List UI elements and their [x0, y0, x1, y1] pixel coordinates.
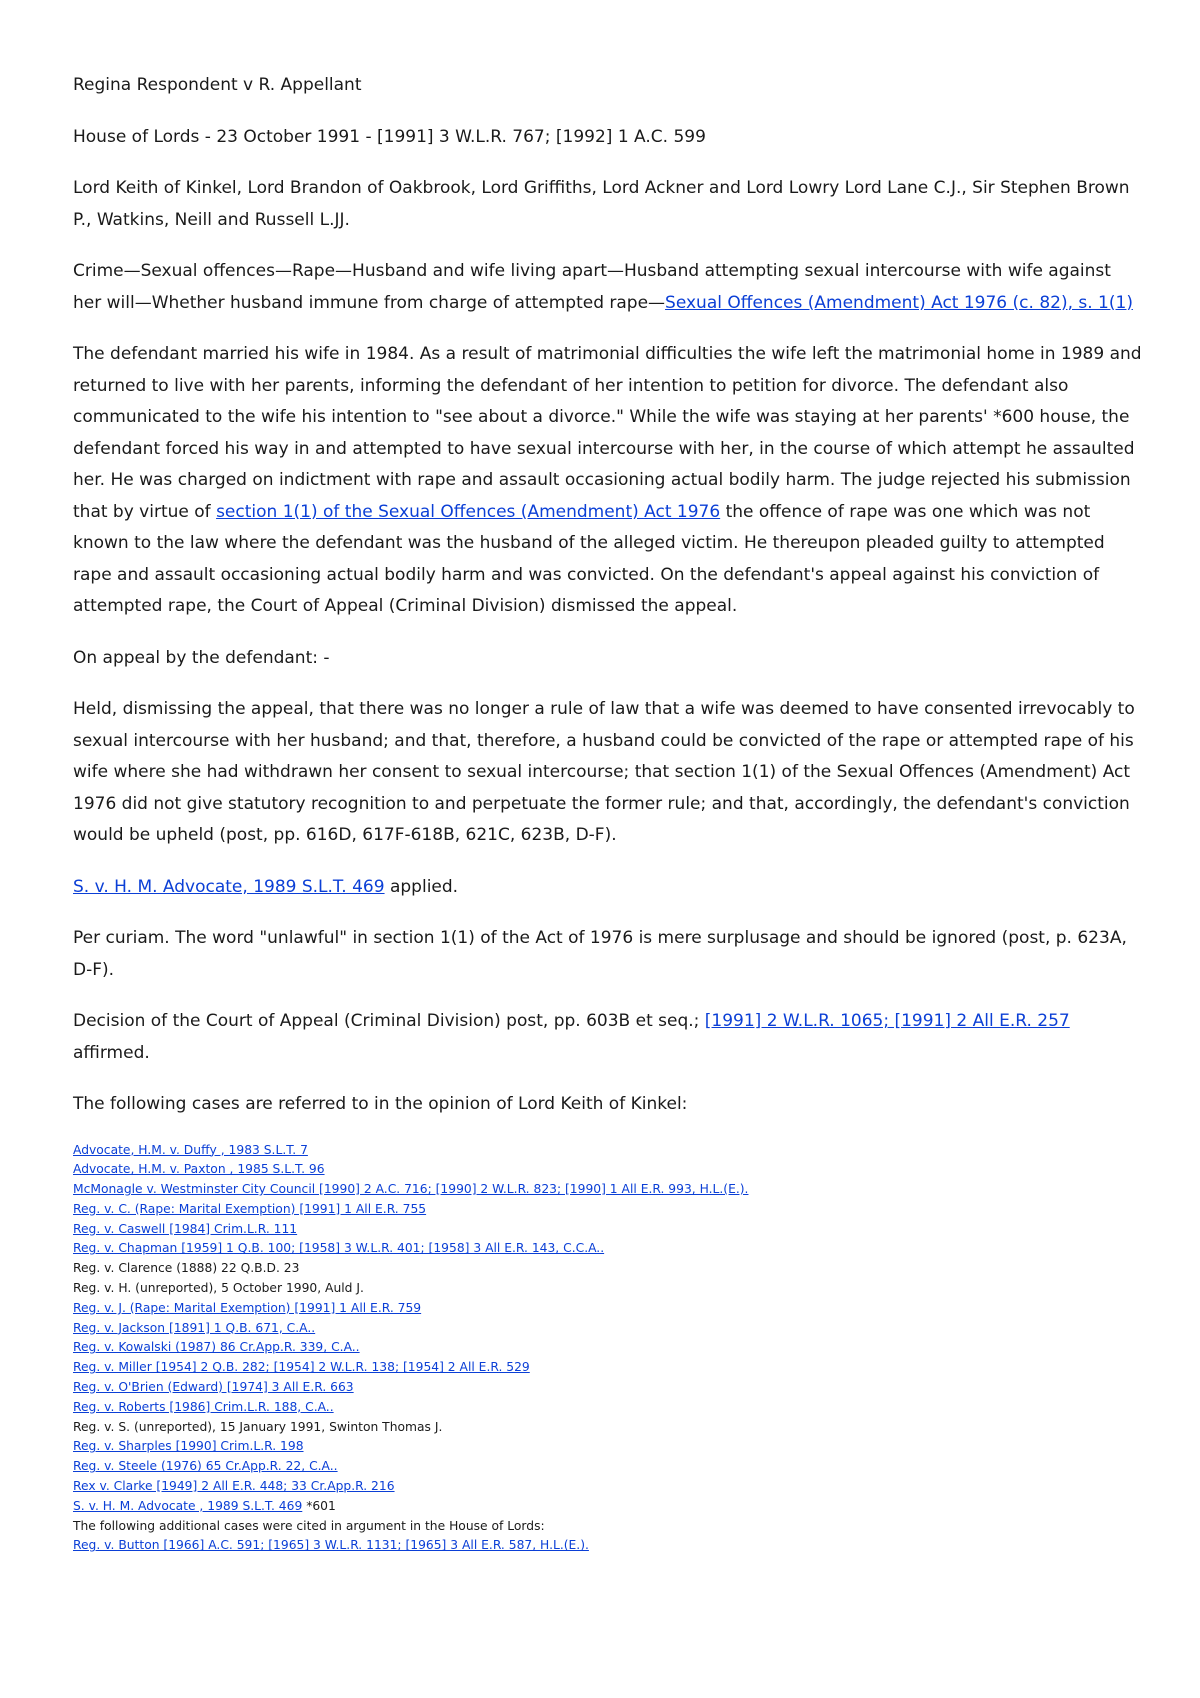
section-link[interactable]: section 1(1) of the Sexual Offences (Amendment) Act 1976: [216, 501, 721, 522]
facts-text-2: the offence of rape was one which was not known to the law where the defendant was the husband of the alleged victim. He thereupon pleaded guilty to attempted rape and assault occasioning actual bodily harm and was convicted. On the defendant's appeal against his conviction of attempted rape, the Court of Appeal (Criminal Division) dismissed the appeal.: [73, 501, 1105, 616]
judges: Lord Keith of Kinkel, Lord Brandon of Oakbrook, Lord Griffiths, Lord Ackner and Lord Lowry Lord Lane C.J., Sir Stephen Brown P., Watkins, Neill and Russell L.JJ.: [73, 178, 1130, 230]
case-item: [73, 1279, 1143, 1299]
case-item[interactable]: [73, 1160, 1143, 1180]
case-link[interactable]: Reg. v. J. (Rape: Marital Exemption) [1991] 1 All E.R. 759: [73, 1300, 422, 1315]
page-marker: *601: [302, 1498, 336, 1513]
court-citation: House of Lords - 23 October 1991 - [1991] 3 W.L.R. 767; [1992] 1 A.C. 599: [73, 126, 706, 147]
case-text: The following additional cases were cited in argument in the House of Lords:: [73, 1518, 545, 1533]
case-item[interactable]: [73, 1358, 1143, 1378]
applied-paragraph: [73, 872, 1143, 904]
case-item[interactable]: [73, 1457, 1143, 1477]
case-link[interactable]: Reg. v. Steele (1976) 65 Cr.App.R. 22, C.A..: [73, 1459, 338, 1474]
case-link[interactable]: McMonagle v. Westminster City Council [1990] 2 A.C. 716; [1990] 2 W.L.R. 823; [1990] 1 All E.R. 993, H.L.(E.).: [73, 1182, 749, 1197]
case-item[interactable]: [73, 1299, 1143, 1319]
case-item[interactable]: [73, 1378, 1143, 1398]
decision-paragraph: [73, 1006, 1143, 1069]
case-item[interactable]: [73, 1319, 1143, 1339]
case-item[interactable]: [73, 1141, 1143, 1161]
case-link[interactable]: Reg. v. Roberts [1986] Crim.L.R. 188, C.A..: [73, 1399, 334, 1414]
case-item: [73, 1259, 1143, 1279]
case-item[interactable]: [73, 1477, 1143, 1497]
case-item: [73, 1517, 1143, 1537]
catchwords: [73, 256, 1143, 319]
held-paragraph: Held, dismissing the appeal, that there was no longer a rule of law that a wife was deemed to have consented irrevocably to sexual intercourse with her husband; and that, therefore, a husband could be convicted of the rape or attempted rape of his wife where she had withdrawn her consent to sexual intercourse; that section 1(1) of the Sexual Offences (Amendment) Act 1976 did not give statutory recognition to and perpetuate the former rule; and that, accordingly, the defendant's conviction would be upheld (post, pp. 616D, 617F-618B, 621C, 623B, D-F).: [73, 699, 1135, 845]
case-item[interactable]: [73, 1437, 1143, 1457]
case-link[interactable]: Reg. v. Kowalski (1987) 86 Cr.App.R. 339, C.A..: [73, 1340, 360, 1355]
case-link[interactable]: Reg. v. Chapman [1959] 1 Q.B. 100; [1958] 3 W.L.R. 401; [1958] 3 All E.R. 143, C.C.A..: [73, 1241, 605, 1256]
case-link[interactable]: Reg. v. Caswell [1984] Crim.L.R. 111: [73, 1221, 298, 1236]
document-page: [73, 70, 1143, 1556]
cases-list: [73, 1141, 1143, 1557]
case-item[interactable]: [73, 1220, 1143, 1240]
statute-link[interactable]: Sexual Offences (Amendment) Act 1976 (c. 82), s. 1(1): [665, 292, 1133, 313]
case-text: Reg. v. H. (unreported), 5 October 1990, Auld J.: [73, 1281, 364, 1296]
decision-text: Decision of the Court of Appeal (Criminal Division) post, pp. 603B et seq.;: [73, 1011, 705, 1031]
catchwords-text: Crime—Sexual offences—Rape—Husband and wife living apart—Husband attempting sexual intercourse with wife against her will—Whether husband immune from charge of attempted rape—: [73, 261, 1111, 313]
per-curiam: Per curiam. The word "unlawful" in section 1(1) of the Act of 1976 is mere surplusage and should be ignored (post, p. 623A, D-F).: [73, 928, 1127, 980]
case-item[interactable]: [73, 1239, 1143, 1259]
case-text: Reg. v. S. (unreported), 15 January 1991, Swinton Thomas J.: [73, 1419, 443, 1434]
case-item[interactable]: [73, 1338, 1143, 1358]
case-link[interactable]: Advocate, H.M. v. Paxton , 1985 S.L.T. 96: [73, 1162, 325, 1177]
on-appeal: On appeal by the defendant: -: [73, 647, 330, 668]
case-item[interactable]: [73, 1497, 1143, 1517]
case-text: Reg. v. Clarence (1888) 22 Q.B.D. 23: [73, 1261, 300, 1276]
decision-after: affirmed.: [73, 1042, 150, 1063]
applied-text: applied.: [384, 876, 459, 897]
case-item[interactable]: [73, 1200, 1143, 1220]
case-link[interactable]: Reg. v. O'Brien (Edward) [1974] 3 All E.R. 663: [73, 1380, 354, 1395]
case-link[interactable]: Reg. v. C. (Rape: Marital Exemption) [1991] 1 All E.R. 755: [73, 1201, 427, 1216]
decision-link[interactable]: [1991] 2 W.L.R. 1065; [1991] 2 All E.R. 257: [704, 1011, 1070, 1031]
case-title: Regina Respondent v R. Appellant: [73, 75, 362, 95]
case-link[interactable]: Reg. v. Jackson [1891] 1 Q.B. 671, C.A..: [73, 1320, 316, 1335]
case-link[interactable]: Reg. v. Miller [1954] 2 Q.B. 282; [1954] 2 W.L.R. 138; [1954] 2 All E.R. 529: [73, 1360, 530, 1375]
case-link[interactable]: Advocate, H.M. v. Duffy , 1983 S.L.T. 7: [73, 1142, 308, 1157]
case-item[interactable]: [73, 1536, 1143, 1556]
cases-intro: The following cases are referred to in the opinion of Lord Keith of Kinkel:: [73, 1094, 688, 1114]
case-link[interactable]: S. v. H. M. Advocate , 1989 S.L.T. 469: [73, 1498, 303, 1513]
case-link[interactable]: Rex v. Clarke [1949] 2 All E.R. 448; 33 Cr.App.R. 216: [73, 1479, 395, 1494]
case-item[interactable]: [73, 1180, 1143, 1200]
facts-paragraph: [73, 339, 1143, 623]
applied-case-link[interactable]: S. v. H. M. Advocate, 1989 S.L.T. 469: [73, 876, 385, 897]
facts-text-1: The defendant married his wife in 1984. As a result of matrimonial difficulties the wife left the matrimonial home in 1989 and returned to live with her parents, informing the defendant of her intention to petition for divorce. The defendant also communicated to the wife his intention to "see about a divorce." While the wife was staying at her parents' *600 house, the defendant forced his way in and attempted to have sexual intercourse with her, in the course of which attempt he assaulted her. He was charged on indictment with rape and assault occasioning actual bodily harm. The judge rejected his submission that by virtue of: [73, 344, 1142, 522]
case-link[interactable]: Reg. v. Sharples [1990] Crim.L.R. 198: [73, 1439, 304, 1454]
case-item[interactable]: [73, 1398, 1143, 1418]
case-link[interactable]: Reg. v. Button [1966] A.C. 591; [1965] 3 W.L.R. 1131; [1965] 3 All E.R. 587, H.L.(E.).: [73, 1538, 589, 1553]
case-item: [73, 1418, 1143, 1438]
